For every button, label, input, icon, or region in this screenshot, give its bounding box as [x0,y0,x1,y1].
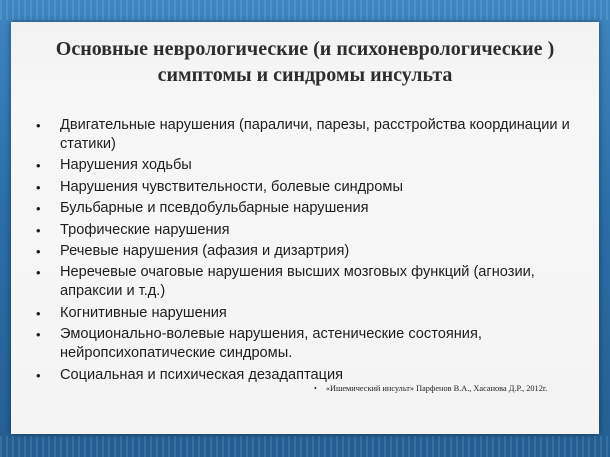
bullet-icon: • [36,243,41,259]
slide-title-line-2: симптомы и синдромы инсульта [157,64,453,86]
bullet-icon: • [36,327,41,343]
list-item-text: Речевые нарушения (афазия и дизартрия) [60,242,350,259]
list-item [36,221,576,240]
list-item [36,199,576,218]
slide-title-line-1: Основные неврологические (и психоневрологические ) [55,38,555,60]
bullet-icon: • [36,367,41,383]
list-item-text: Эмоционально-волевые нарушения, астенические состояния, нейропсихопатические синдромы. [60,326,482,362]
bullet-icon: • [36,201,41,217]
list-item [36,178,576,197]
list-item-text: Бульбарные и псевдобульбарные нарушения [60,200,369,217]
bottom-stripe [0,436,610,457]
bullet-icon: • [36,158,41,174]
bullet-icon: • [36,118,41,133]
list-item [36,325,576,363]
bullet-icon: • [36,222,41,238]
bullet-icon: • [36,305,41,321]
reference-text: «Ишемический инсульт» Парфенов В.А., Хасанова Д.Р., 2012г. [325,384,548,393]
top-stripe [0,0,610,20]
list-item-text: Нарушения ходьбы [60,157,192,174]
reference-note [314,383,547,394]
list-item-text: Когнитивные нарушения [60,304,227,321]
list-item [36,156,576,175]
symptom-list [36,116,576,387]
list-item-text: Неречевые очаговые нарушения высших мозговых функций (агнозии, апраксии и т.д.) [60,264,535,300]
list-item [36,116,576,154]
reference-bullet-icon: • [314,384,317,393]
list-item-text: Нарушения чувствительности, болевые синдромы [60,178,403,195]
bullet-icon: • [36,179,41,195]
list-item-text: Двигательные нарушения (параличи, парезы, расстройства координации и статики) [60,117,570,152]
list-item [36,263,576,301]
list-item [36,366,576,385]
list-item [36,304,576,323]
list-item [36,242,576,261]
slide-title [0,36,610,88]
bullet-icon: • [36,265,41,281]
list-item-text: Социальная и психическая дезадаптация [60,366,344,383]
list-item-text: Трофические нарушения [60,221,230,238]
